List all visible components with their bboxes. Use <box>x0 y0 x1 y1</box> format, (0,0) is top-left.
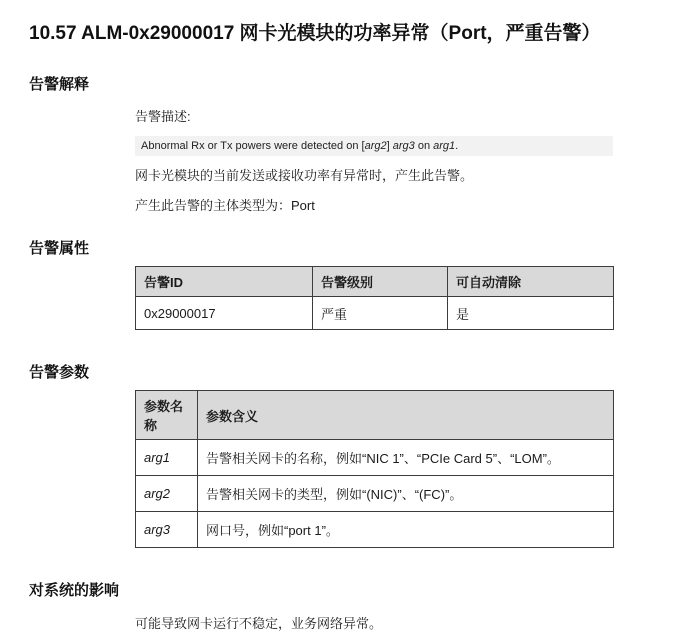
desc-segment: on <box>414 140 434 152</box>
column-header-alarm-severity: 告警级别 <box>313 267 448 297</box>
alarm-id-value: 0x29000017 <box>136 297 313 330</box>
desc-arg1: arg1 <box>433 140 456 152</box>
parameter-name-arg2: arg2 <box>136 476 198 512</box>
alarm-parameters-table <box>135 390 614 548</box>
alarm-description-label: 告警描述: <box>135 109 191 124</box>
column-header-parameter-meaning: 参数含义 <box>198 391 614 440</box>
table-header-row <box>136 267 614 297</box>
section-heading-alarm-explanation: 告警解释 <box>29 76 90 93</box>
column-header-alarm-id: 告警ID <box>136 267 313 297</box>
desc-segment: Abnormal Rx or Tx powers were detected on [ <box>141 140 365 152</box>
alarm-severity-value: 严重 <box>313 297 448 330</box>
parameter-name-arg3: arg3 <box>136 512 198 548</box>
column-header-parameter-name: 参数名称 <box>136 391 198 440</box>
parameter-meaning-arg2: 告警相关网卡的类型，例如“(NIC)”、“(FC)”。 <box>198 476 614 512</box>
section-heading-alarm-attributes: 告警属性 <box>29 240 90 257</box>
alarm-parameters-content <box>135 390 613 548</box>
alarm-subject-type-paragraph: 产生此告警的主体类型为：Port <box>135 198 315 213</box>
system-impact-content <box>135 613 613 632</box>
alarm-attributes-content <box>135 266 613 330</box>
table-row <box>136 512 614 548</box>
parameter-name-arg1: arg1 <box>136 440 198 476</box>
desc-arg3: arg3 <box>392 140 415 152</box>
desc-segment: . <box>455 140 459 152</box>
alarm-attributes-table <box>135 266 614 330</box>
table-header-row <box>136 391 614 440</box>
section-heading-alarm-parameters: 告警参数 <box>29 364 90 381</box>
alarm-description-band <box>135 136 613 156</box>
column-header-auto-clear: 可自动清除 <box>448 267 614 297</box>
desc-arg2: arg2 <box>364 140 387 152</box>
table-row <box>136 476 614 512</box>
auto-clear-value: 是 <box>448 297 614 330</box>
page-title: 10.57 ALM-0x29000017 网卡光模块的功率异常（Port，严重告警） <box>29 23 601 44</box>
parameter-meaning-arg1: 告警相关网卡的名称，例如“NIC 1”、“PCIe Card 5”、“LOM”。 <box>198 440 614 476</box>
alarm-explanation-content <box>135 106 613 214</box>
section-heading-system-impact: 对系统的影响 <box>29 582 120 599</box>
system-impact-paragraph: 可能导致网卡运行不稳定，业务网络异常。 <box>135 616 383 631</box>
desc-segment: ] <box>386 140 393 152</box>
parameter-meaning-arg3: 网口号，例如“port 1”。 <box>198 512 614 548</box>
alarm-explanation-paragraph: 网卡光模块的当前发送或接收功率有异常时，产生此告警。 <box>135 168 474 183</box>
table-row <box>136 440 614 476</box>
table-row <box>136 297 614 330</box>
